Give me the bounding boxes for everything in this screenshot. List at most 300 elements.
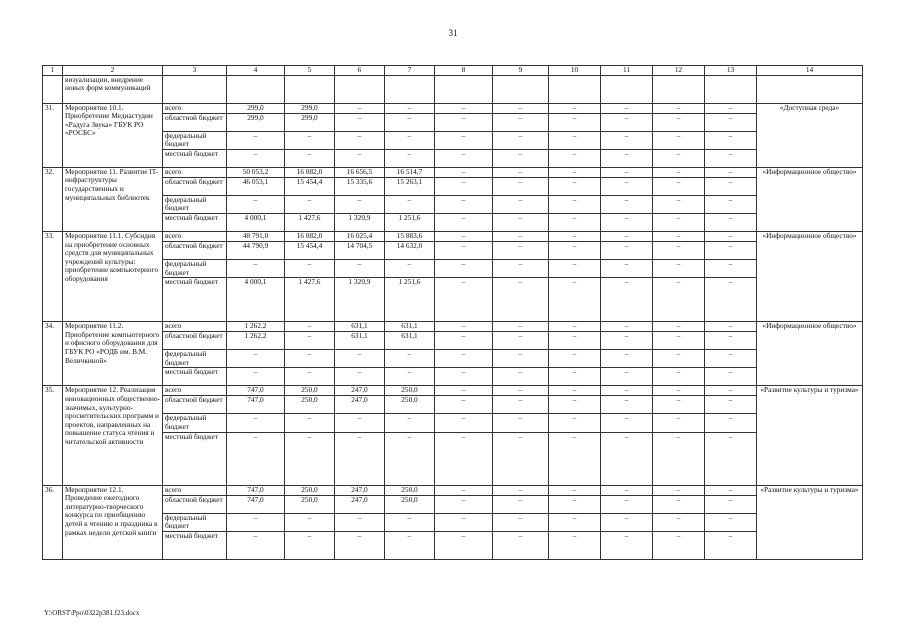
table-row bbox=[43, 414, 863, 432]
amount-cell: – bbox=[285, 432, 335, 485]
table-row bbox=[43, 531, 863, 559]
state-program-cell: «Информационное общество» bbox=[757, 231, 863, 321]
amount-cell: – bbox=[385, 259, 435, 277]
amount-cell: – bbox=[385, 368, 435, 386]
amount-cell: – bbox=[705, 531, 757, 559]
table-row bbox=[43, 113, 863, 131]
amount-cell: – bbox=[653, 131, 705, 149]
amount-cell: 250,0 bbox=[385, 386, 435, 396]
funding-source-cell: местный бюджет bbox=[163, 278, 227, 322]
amount-cell: – bbox=[227, 531, 285, 559]
amount-cell: 1 251,6 bbox=[385, 213, 435, 231]
amount-cell: – bbox=[601, 322, 653, 332]
table-row bbox=[43, 432, 863, 485]
amount-cell: – bbox=[653, 495, 705, 513]
amount-cell: – bbox=[493, 167, 549, 177]
amount-cell: – bbox=[653, 278, 705, 322]
column-number-header: 10 bbox=[549, 66, 601, 76]
amount-cell: – bbox=[601, 396, 653, 414]
amount-cell: – bbox=[285, 368, 335, 386]
amount-cell: – bbox=[705, 386, 757, 396]
row-number-cell: 31. bbox=[43, 103, 63, 167]
amount-cell: 250,0 bbox=[385, 495, 435, 513]
amount-cell: – bbox=[385, 531, 435, 559]
amount-cell: – bbox=[549, 332, 601, 350]
empty-cell bbox=[385, 75, 435, 103]
empty-cell bbox=[653, 75, 705, 103]
column-number-header: 4 bbox=[227, 66, 285, 76]
amount-cell: – bbox=[549, 278, 601, 322]
column-number-header: 1 bbox=[43, 66, 63, 76]
amount-cell: – bbox=[493, 495, 549, 513]
amount-cell: – bbox=[549, 231, 601, 241]
amount-cell: 299,0 bbox=[227, 113, 285, 131]
program-table bbox=[42, 65, 863, 560]
amount-cell: – bbox=[285, 322, 335, 332]
amount-cell: – bbox=[435, 195, 493, 213]
amount-cell: – bbox=[493, 322, 549, 332]
empty-cell bbox=[227, 75, 285, 103]
amount-cell: 14 632,0 bbox=[385, 241, 435, 259]
amount-cell: 16 882,0 bbox=[285, 167, 335, 177]
table-header-row bbox=[43, 66, 863, 76]
amount-cell: – bbox=[493, 531, 549, 559]
row-number-cell: 34. bbox=[43, 322, 63, 386]
amount-cell: – bbox=[227, 414, 285, 432]
amount-cell: – bbox=[285, 259, 335, 277]
column-number-header: 7 bbox=[385, 66, 435, 76]
table-row bbox=[43, 195, 863, 213]
empty-cell bbox=[285, 75, 335, 103]
amount-cell: 4 000,1 bbox=[227, 278, 285, 322]
amount-cell: – bbox=[549, 368, 601, 386]
amount-cell: – bbox=[601, 231, 653, 241]
funding-source-cell: всего bbox=[163, 322, 227, 332]
amount-cell: 15 335,6 bbox=[335, 177, 385, 195]
amount-cell: – bbox=[601, 149, 653, 167]
amount-cell: – bbox=[227, 368, 285, 386]
amount-cell: – bbox=[227, 131, 285, 149]
amount-cell: – bbox=[493, 231, 549, 241]
amount-cell: – bbox=[601, 131, 653, 149]
measure-name-cell: визуализации, внедрение новых форм коммуникаций bbox=[63, 75, 163, 103]
amount-cell: – bbox=[549, 195, 601, 213]
amount-cell: – bbox=[705, 213, 757, 231]
amount-cell: – bbox=[549, 386, 601, 396]
empty-cell bbox=[163, 75, 227, 103]
amount-cell: – bbox=[435, 259, 493, 277]
amount-cell: – bbox=[549, 103, 601, 113]
amount-cell: – bbox=[705, 167, 757, 177]
column-number-header: 2 bbox=[63, 66, 163, 76]
amount-cell: – bbox=[653, 368, 705, 386]
amount-cell: – bbox=[705, 195, 757, 213]
amount-cell: – bbox=[549, 177, 601, 195]
amount-cell: – bbox=[549, 513, 601, 531]
table-row bbox=[43, 259, 863, 277]
amount-cell: 247,0 bbox=[335, 396, 385, 414]
amount-cell: – bbox=[549, 167, 601, 177]
empty-cell bbox=[435, 75, 493, 103]
amount-cell: – bbox=[705, 485, 757, 495]
funding-source-cell: всего bbox=[163, 231, 227, 241]
amount-cell: – bbox=[549, 531, 601, 559]
amount-cell: – bbox=[653, 103, 705, 113]
column-number-header: 5 bbox=[285, 66, 335, 76]
amount-cell: – bbox=[335, 531, 385, 559]
amount-cell: 4 000,1 bbox=[227, 213, 285, 231]
amount-cell: – bbox=[285, 350, 335, 368]
amount-cell: – bbox=[705, 513, 757, 531]
amount-cell: – bbox=[601, 177, 653, 195]
amount-cell: – bbox=[653, 332, 705, 350]
amount-cell: – bbox=[435, 386, 493, 396]
table-row bbox=[43, 485, 863, 495]
amount-cell: – bbox=[493, 195, 549, 213]
amount-cell: – bbox=[653, 231, 705, 241]
amount-cell: – bbox=[435, 396, 493, 414]
state-program-cell: «Информационное общество» bbox=[757, 167, 863, 231]
amount-cell: – bbox=[653, 213, 705, 231]
column-number-header: 8 bbox=[435, 66, 493, 76]
amount-cell: 299,0 bbox=[227, 103, 285, 113]
amount-cell: – bbox=[285, 131, 335, 149]
funding-source-cell: федеральный бюджет bbox=[163, 195, 227, 213]
amount-cell: – bbox=[705, 332, 757, 350]
table-row bbox=[43, 332, 863, 350]
table-row bbox=[43, 322, 863, 332]
amount-cell: 747,0 bbox=[227, 396, 285, 414]
amount-cell: – bbox=[335, 113, 385, 131]
funding-source-cell: федеральный бюджет bbox=[163, 513, 227, 531]
amount-cell: – bbox=[385, 113, 435, 131]
amount-cell: – bbox=[549, 113, 601, 131]
amount-cell: – bbox=[549, 432, 601, 485]
amount-cell: – bbox=[705, 149, 757, 167]
table-row bbox=[43, 213, 863, 231]
amount-cell: 747,0 bbox=[227, 495, 285, 513]
amount-cell: – bbox=[549, 495, 601, 513]
amount-cell: – bbox=[653, 396, 705, 414]
amount-cell: – bbox=[549, 414, 601, 432]
amount-cell: – bbox=[435, 278, 493, 322]
measure-name-cell: Мероприятие 11.2. Приобретение компьютерного и офисного оборудования для ГБУК РО «РОДБ им. В.М. Величкиной» bbox=[63, 322, 163, 386]
amount-cell: – bbox=[285, 414, 335, 432]
measure-name-cell: Мероприятие 10.1. Приобретение Медиастудии «Радуга Звука» ГБУК РО «РОСБС» bbox=[63, 103, 163, 167]
amount-cell: 247,0 bbox=[335, 485, 385, 495]
amount-cell: – bbox=[549, 213, 601, 231]
amount-cell: – bbox=[601, 495, 653, 513]
amount-cell: – bbox=[227, 149, 285, 167]
amount-cell: – bbox=[227, 350, 285, 368]
amount-cell: 15 263,1 bbox=[385, 177, 435, 195]
amount-cell: 747,0 bbox=[227, 485, 285, 495]
amount-cell: – bbox=[493, 278, 549, 322]
amount-cell: 299,0 bbox=[285, 103, 335, 113]
amount-cell: – bbox=[493, 386, 549, 396]
amount-cell: – bbox=[493, 259, 549, 277]
amount-cell: – bbox=[385, 350, 435, 368]
amount-cell: – bbox=[493, 131, 549, 149]
amount-cell: – bbox=[493, 332, 549, 350]
amount-cell: – bbox=[601, 113, 653, 131]
amount-cell: – bbox=[435, 495, 493, 513]
amount-cell: – bbox=[601, 167, 653, 177]
amount-cell: – bbox=[493, 485, 549, 495]
amount-cell: – bbox=[227, 195, 285, 213]
amount-cell: – bbox=[601, 368, 653, 386]
table-row bbox=[43, 177, 863, 195]
amount-cell: – bbox=[653, 531, 705, 559]
state-program-cell: «Информационное общество» bbox=[757, 322, 863, 386]
amount-cell: – bbox=[653, 259, 705, 277]
amount-cell: – bbox=[493, 103, 549, 113]
amount-cell: – bbox=[493, 368, 549, 386]
amount-cell: 16 882,0 bbox=[285, 231, 335, 241]
amount-cell: 250,0 bbox=[285, 386, 335, 396]
table-row bbox=[43, 368, 863, 386]
amount-cell: – bbox=[601, 259, 653, 277]
amount-cell: 250,0 bbox=[285, 495, 335, 513]
amount-cell: 299,0 bbox=[285, 113, 335, 131]
column-number-header: 9 bbox=[493, 66, 549, 76]
amount-cell: – bbox=[653, 386, 705, 396]
amount-cell: – bbox=[435, 513, 493, 531]
amount-cell: – bbox=[549, 350, 601, 368]
amount-cell: – bbox=[335, 131, 385, 149]
amount-cell: – bbox=[285, 149, 335, 167]
amount-cell: 250,0 bbox=[285, 396, 335, 414]
amount-cell: – bbox=[285, 513, 335, 531]
column-number-header: 14 bbox=[757, 66, 863, 76]
amount-cell: 48 791,0 bbox=[227, 231, 285, 241]
amount-cell: – bbox=[435, 485, 493, 495]
amount-cell: 1 262,2 bbox=[227, 332, 285, 350]
amount-cell: – bbox=[601, 386, 653, 396]
amount-cell: – bbox=[435, 113, 493, 131]
amount-cell: 1 251,6 bbox=[385, 278, 435, 322]
amount-cell: – bbox=[385, 149, 435, 167]
amount-cell: 15 454,4 bbox=[285, 241, 335, 259]
column-number-header: 12 bbox=[653, 66, 705, 76]
column-number-header: 11 bbox=[601, 66, 653, 76]
funding-source-cell: федеральный бюджет bbox=[163, 350, 227, 368]
amount-cell: – bbox=[227, 513, 285, 531]
funding-source-cell: местный бюджет bbox=[163, 149, 227, 167]
measure-name-cell: Мероприятие 12. Реализация инновационных общественно-значимых, культурно-просветительских программ и проектов, направленных на повышение статуса чтения и читательской активности bbox=[63, 386, 163, 485]
funding-source-cell: областной бюджет bbox=[163, 177, 227, 195]
amount-cell: – bbox=[335, 368, 385, 386]
row-number-cell: 35. bbox=[43, 386, 63, 485]
amount-cell: – bbox=[601, 213, 653, 231]
amount-cell: – bbox=[385, 513, 435, 531]
amount-cell: – bbox=[285, 332, 335, 350]
amount-cell: – bbox=[653, 322, 705, 332]
table-row bbox=[43, 103, 863, 113]
table-row bbox=[43, 231, 863, 241]
table-row bbox=[43, 149, 863, 167]
amount-cell: – bbox=[335, 259, 385, 277]
amount-cell: – bbox=[385, 103, 435, 113]
funding-source-cell: местный бюджет bbox=[163, 368, 227, 386]
amount-cell: – bbox=[653, 432, 705, 485]
amount-cell: – bbox=[601, 513, 653, 531]
amount-cell: 1 427,6 bbox=[285, 278, 335, 322]
funding-source-cell: всего bbox=[163, 386, 227, 396]
amount-cell: – bbox=[601, 414, 653, 432]
amount-cell: – bbox=[435, 131, 493, 149]
amount-cell: – bbox=[385, 131, 435, 149]
amount-cell: – bbox=[435, 241, 493, 259]
amount-cell: – bbox=[705, 322, 757, 332]
amount-cell: 50 053,2 bbox=[227, 167, 285, 177]
funding-source-cell: областной бюджет bbox=[163, 241, 227, 259]
column-number-header: 3 bbox=[163, 66, 227, 76]
amount-cell: – bbox=[435, 531, 493, 559]
amount-cell: – bbox=[705, 177, 757, 195]
amount-cell: – bbox=[335, 149, 385, 167]
amount-cell: – bbox=[435, 322, 493, 332]
amount-cell: 15 454,4 bbox=[285, 177, 335, 195]
row-number-cell: 33. bbox=[43, 231, 63, 321]
funding-source-cell: всего bbox=[163, 103, 227, 113]
amount-cell: – bbox=[705, 495, 757, 513]
state-program-cell: «Развитие культуры и туризма» bbox=[757, 485, 863, 559]
funding-source-cell: областной бюджет bbox=[163, 396, 227, 414]
measure-name-cell: Мероприятие 12.1. Проведение ежегодного литературно-творческого конкурса по приобщению детей к чтению и праздника в рамках недели детской книги bbox=[63, 485, 163, 559]
funding-source-cell: федеральный бюджет bbox=[163, 414, 227, 432]
empty-cell bbox=[549, 75, 601, 103]
row-number-cell bbox=[43, 75, 63, 103]
amount-cell: 46 053,1 bbox=[227, 177, 285, 195]
amount-cell: – bbox=[435, 231, 493, 241]
amount-cell: – bbox=[601, 332, 653, 350]
amount-cell: – bbox=[653, 195, 705, 213]
empty-cell bbox=[335, 75, 385, 103]
table-row bbox=[43, 513, 863, 531]
funding-source-cell: областной бюджет bbox=[163, 113, 227, 131]
amount-cell: – bbox=[435, 167, 493, 177]
funding-source-cell: федеральный бюджет bbox=[163, 259, 227, 277]
amount-cell: – bbox=[493, 241, 549, 259]
amount-cell: – bbox=[335, 432, 385, 485]
amount-cell: – bbox=[601, 350, 653, 368]
column-number-header: 6 bbox=[335, 66, 385, 76]
funding-source-cell: местный бюджет bbox=[163, 213, 227, 231]
column-number-header: 13 bbox=[705, 66, 757, 76]
amount-cell: – bbox=[549, 131, 601, 149]
amount-cell: – bbox=[705, 231, 757, 241]
table-row bbox=[43, 278, 863, 322]
amount-cell: – bbox=[335, 350, 385, 368]
amount-cell: – bbox=[493, 414, 549, 432]
amount-cell: – bbox=[705, 131, 757, 149]
amount-cell: – bbox=[705, 259, 757, 277]
amount-cell: 631,1 bbox=[385, 322, 435, 332]
amount-cell: – bbox=[705, 241, 757, 259]
amount-cell: – bbox=[705, 350, 757, 368]
amount-cell: – bbox=[435, 332, 493, 350]
amount-cell: – bbox=[601, 278, 653, 322]
amount-cell: – bbox=[653, 113, 705, 131]
amount-cell: – bbox=[227, 259, 285, 277]
funding-source-cell: местный бюджет bbox=[163, 531, 227, 559]
amount-cell: 16 656,5 bbox=[335, 167, 385, 177]
table-row bbox=[43, 386, 863, 396]
table-row bbox=[43, 396, 863, 414]
amount-cell: – bbox=[653, 414, 705, 432]
table-row bbox=[43, 241, 863, 259]
state-program-cell: «Развитие культуры и туризма» bbox=[757, 386, 863, 485]
amount-cell: – bbox=[435, 350, 493, 368]
measure-name-cell: Мероприятие 11. Развитие IT-инфраструктуры государственных и муниципальных библиотек bbox=[63, 167, 163, 231]
file-path-footer: Y:\ORST\Ppo\0322p381.f23.docx bbox=[44, 609, 140, 617]
amount-cell: – bbox=[493, 177, 549, 195]
amount-cell: 250,0 bbox=[285, 485, 335, 495]
amount-cell: 250,0 bbox=[385, 396, 435, 414]
amount-cell: – bbox=[653, 149, 705, 167]
amount-cell: – bbox=[549, 259, 601, 277]
amount-cell: – bbox=[435, 149, 493, 167]
amount-cell: – bbox=[493, 350, 549, 368]
amount-cell: – bbox=[385, 414, 435, 432]
measure-name-cell: Мероприятие 11.1. Субсидия на приобретение основных средств для муниципальных учреждений культуры: приобретение компьютерного оборудования bbox=[63, 231, 163, 321]
amount-cell: 250,0 bbox=[385, 485, 435, 495]
table-row bbox=[43, 350, 863, 368]
amount-cell: – bbox=[385, 432, 435, 485]
amount-cell: – bbox=[493, 513, 549, 531]
amount-cell: – bbox=[549, 149, 601, 167]
amount-cell: – bbox=[705, 396, 757, 414]
amount-cell: 747,0 bbox=[227, 386, 285, 396]
funding-source-cell: всего bbox=[163, 485, 227, 495]
amount-cell: – bbox=[493, 113, 549, 131]
amount-cell: – bbox=[285, 195, 335, 213]
amount-cell: – bbox=[385, 195, 435, 213]
amount-cell: – bbox=[653, 350, 705, 368]
empty-cell bbox=[705, 75, 757, 103]
amount-cell: – bbox=[653, 485, 705, 495]
amount-cell: – bbox=[285, 531, 335, 559]
amount-cell: – bbox=[227, 432, 285, 485]
row-number-cell: 32. bbox=[43, 167, 63, 231]
amount-cell: – bbox=[705, 368, 757, 386]
amount-cell: 15 883,6 bbox=[385, 231, 435, 241]
amount-cell: 631,1 bbox=[335, 332, 385, 350]
amount-cell: 247,0 bbox=[335, 386, 385, 396]
amount-cell: 16 514,7 bbox=[385, 167, 435, 177]
amount-cell: – bbox=[493, 149, 549, 167]
amount-cell: 631,1 bbox=[385, 332, 435, 350]
amount-cell: – bbox=[435, 368, 493, 386]
amount-cell: 631,1 bbox=[335, 322, 385, 332]
funding-source-cell: федеральный бюджет bbox=[163, 131, 227, 149]
amount-cell: 1 320,9 bbox=[335, 278, 385, 322]
table-row bbox=[43, 167, 863, 177]
amount-cell: – bbox=[549, 322, 601, 332]
table-row bbox=[43, 495, 863, 513]
amount-cell: – bbox=[435, 103, 493, 113]
amount-cell: – bbox=[601, 485, 653, 495]
funding-source-cell: областной бюджет bbox=[163, 495, 227, 513]
funding-source-cell: всего bbox=[163, 167, 227, 177]
amount-cell: – bbox=[335, 513, 385, 531]
funding-source-cell: местный бюджет bbox=[163, 432, 227, 485]
empty-cell bbox=[757, 75, 863, 103]
empty-cell bbox=[493, 75, 549, 103]
amount-cell: – bbox=[653, 513, 705, 531]
amount-cell: – bbox=[705, 103, 757, 113]
